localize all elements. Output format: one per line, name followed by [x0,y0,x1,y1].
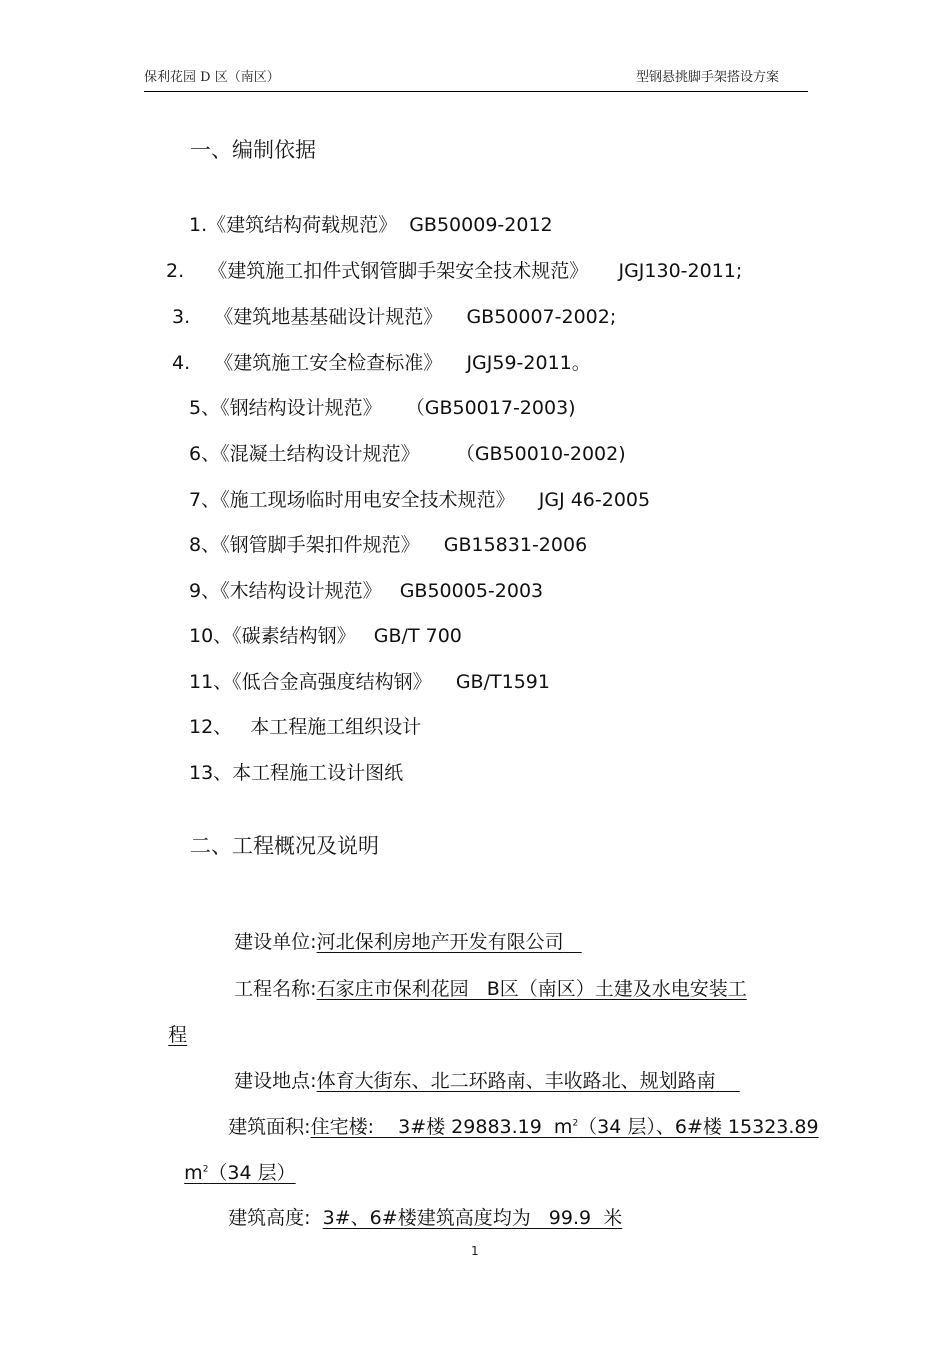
page-number: 1 [471,1244,479,1258]
reference-item: 13、本工程施工设计图纸 [189,762,404,784]
owner-label: 建设单位: [234,931,317,953]
height-value: 3#、6#楼建筑高度均为 99.9 米 [322,1207,623,1229]
site-label: 建设地点: [234,1070,317,1092]
owner-value: 河北保利房地产开发有限公司 [316,931,564,953]
reference-item: 12、 本工程施工组织设计 [189,716,422,738]
project-name-value: 石家庄市保利花园 B区（南区）土建及水电安装工 [316,978,747,1000]
reference-item: 3. 《建筑地基基础设计规范》 GB50007-2002; [172,306,617,328]
header-document-title: 型钢悬挑脚手架搭设方案 [636,70,780,85]
area-label: 建筑面积: [228,1116,311,1138]
area-value-cont: $m^2(34$ 层） [184,1162,296,1184]
site-value: 体育大街东、北二环路南、丰收路北、规划路南 [316,1070,716,1092]
project-name-label: 工程名称: [234,978,317,1000]
reference-item: 7、《施工现场临时用电安全技术规范》 JGJ 46-2005 [189,489,651,511]
reference-item: 10、《碳素结构钢》 GB/T 700 [189,625,462,647]
reference-item: 11、《低合金高强度结构钢》 GB/T1591 [189,671,550,693]
reference-item: 9、《木结构设计规范》 GB50005-2003 [189,580,544,602]
square-mark: 2 [202,1164,209,1175]
reference-item: 5、《钢结构设计规范》 （GB50017-2003) [189,397,576,419]
reference-item: 2. 《建筑施工扣件式钢管脚手架安全技术规范》 JGJ130-2011; [166,260,743,282]
project-name-continuation [144,998,187,1069]
info-row-height [204,1181,622,1252]
header-divider [144,91,808,92]
project-name-value-cont: 程 [168,1024,188,1046]
square-mark: 2 [572,1118,579,1129]
reference-item: 1.《建筑结构荷载规范》 GB50009-2012 [189,214,553,236]
reference-item: 6、《混凝土结构设计规范》 （GB50010-2002) [189,443,626,465]
height-label: 建筑高度: [228,1207,311,1229]
header-project-name: 保利花园 D 区（南区） [144,70,280,85]
reference-item: 4. 《建筑施工安全检查标准》 JGJ59-2011。 [172,352,591,374]
section-title-basis: 一、编制依据 [190,138,316,162]
area-value: 住宅楼: 3#楼 29883.19 $m^2(34$ 层）、6#楼 15323.89 [310,1116,819,1138]
reference-item: 8、《钢管脚手架扣件规范》 GB15831-2006 [189,534,588,556]
info-row-project-name [210,952,747,1023]
section-title-overview: 二、工程概况及说明 [190,834,379,858]
info-row-area [204,1090,819,1161]
